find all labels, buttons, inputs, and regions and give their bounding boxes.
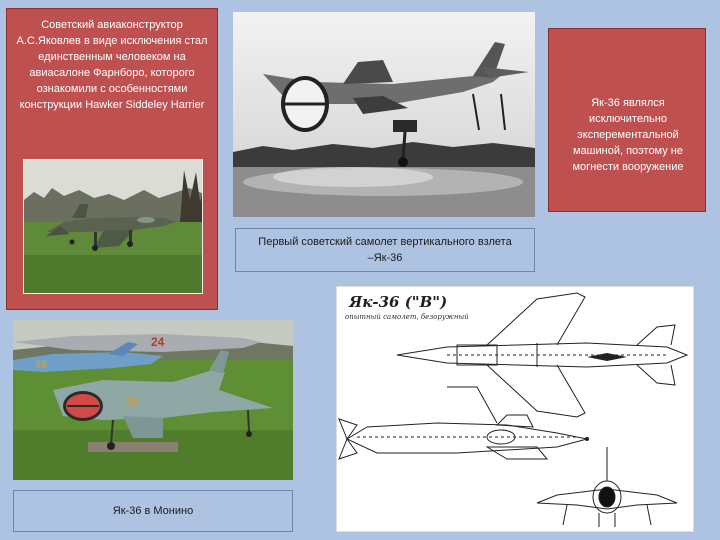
plane-b-number: 38 [35,359,48,371]
yak36-caption-text: Первый советский самолет вертикального взлета –Як-36 [258,236,512,264]
drawing-subtitle: опытный самолет, безоружный [345,313,469,321]
drawing-title: Як-36 ("В") [349,293,448,311]
yak36-caption [235,228,535,272]
monino-caption [13,490,293,532]
left-info-text: Советский авиаконструктор А.С.Яковлев в виде исключения стал единственным человеком на авиасалоне Фарнборо, которого ознакомили с особенностями конструкции Hawker Siddeley Harrier [16,19,208,111]
yak36-flight-photo [233,12,535,217]
monino-photo [13,320,293,480]
yak36-technical-drawing [336,286,694,532]
right-info-box [548,28,706,212]
plane-c-number: 38 [125,395,139,409]
right-info-text: Як-36 являлся исключительно эксперементальной машиной, поэтому не могнести вооружение [572,97,684,173]
plane-a-number: 24 [151,335,165,349]
harrier-photo [23,159,203,294]
monino-caption-text: Як-36 в Монино [112,505,194,517]
left-info-box [6,8,218,310]
